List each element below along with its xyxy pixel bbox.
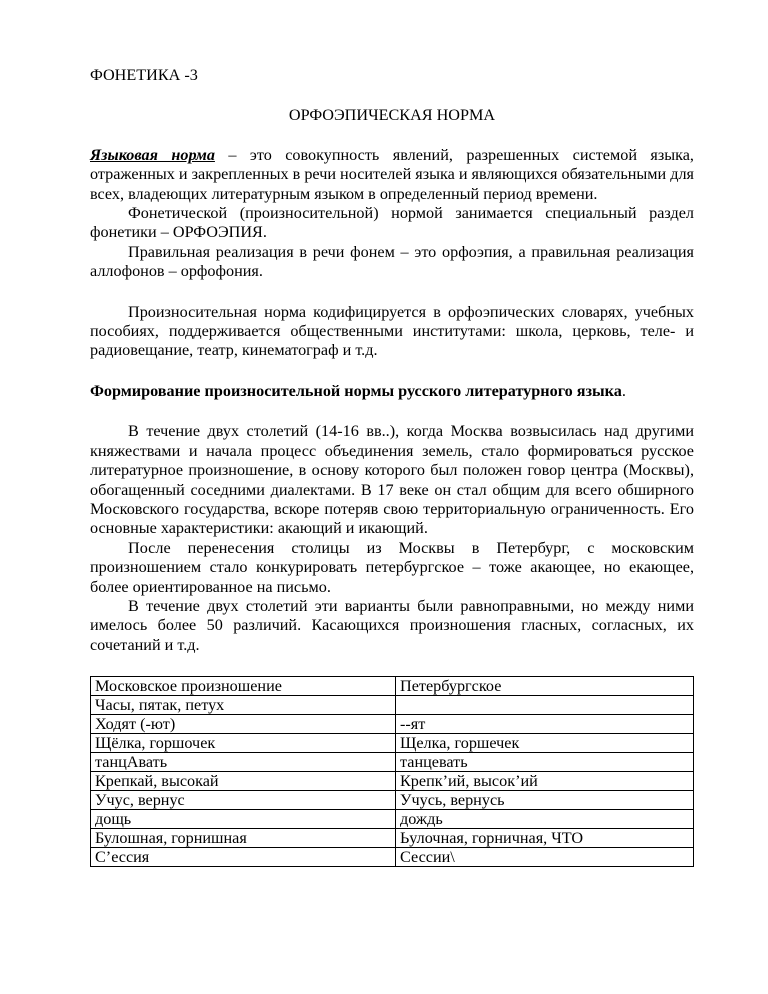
table-cell: танцевать xyxy=(396,753,694,772)
table-cell: Ходят (-ют) xyxy=(91,715,396,734)
table-row xyxy=(91,848,694,867)
history-paragraph: В течение двух столетий (14-16 вв..), когда Москва возвысилась над другими княжествами и начала процесс объединения земель, стало формироваться русское литературное произношение, в основу которого был положен говор центра (Москвы), обогащенный соседними диалектами. В 17 веке он стал общим для всего обширного Московского государства, вскоре потеряв свою территориальную ограниченность. Его основные характеристики: акающий и икающий. xyxy=(90,422,694,538)
table-cell: Щёлка, горшочек xyxy=(91,734,396,753)
table-row xyxy=(91,734,694,753)
table-cell: дощь xyxy=(91,810,396,829)
table-header-cell: Петербургское xyxy=(396,677,694,696)
table-cell xyxy=(396,696,694,715)
table-cell: Сессии\ xyxy=(396,848,694,867)
table-cell: Учус, вернус xyxy=(91,791,396,810)
document-header: ФОНЕТИКА -3 xyxy=(90,66,198,84)
section-heading-text: Формирование произносительной нормы русского литературного языка xyxy=(90,381,622,400)
section-heading xyxy=(90,382,694,401)
orthoepy-paragraph: Фонетической (произносительной) нормой занимается специальный раздел фонетики – ОРФОЭПИЯ. xyxy=(90,204,694,242)
variants-paragraph: В течение двух столетий эти варианты были равноправными, но между ними имелось более 50 различий. Касающихся произношения гласных, согласных, их сочетаний и т.д. xyxy=(90,596,694,654)
table-cell: --ят xyxy=(396,715,694,734)
table-header-cell: Московское произношение xyxy=(91,677,396,696)
table-row xyxy=(91,715,694,734)
table-cell: С’ессия xyxy=(91,848,396,867)
table-cell: Крепкай, высокай xyxy=(91,772,396,791)
table-cell: Булошная, горнишная xyxy=(91,829,396,848)
table-row xyxy=(91,696,694,715)
table-cell: Ьулочная, горничная, ЧТО xyxy=(396,829,694,848)
table-row xyxy=(91,772,694,791)
table-cell: Часы, пятак, петух xyxy=(91,696,396,715)
table-cell: Крепк’ий, высок’ий xyxy=(396,772,694,791)
definition-text: – это совокупность явлений, разрешенных системой языка, отраженных и закрепленных в речи носителей языка и являющихся обязательными для всех, владеющих литературным языком в определенный период времени. xyxy=(90,145,694,203)
table-cell: танцАвать xyxy=(91,753,396,772)
table-row xyxy=(91,753,694,772)
table-header-row xyxy=(91,677,694,696)
document-page xyxy=(90,66,694,867)
table-cell: Щелка, горшечек xyxy=(396,734,694,753)
table-cell: дождь xyxy=(396,810,694,829)
table-row xyxy=(91,791,694,810)
codification-paragraph: Произносительная норма кодифицируется в орфоэпических словарях, учебных пособиях, поддерживается общественными институтами: школа, церковь, теле- и радиовещание, театр, кинематограф и т.д. xyxy=(90,302,694,360)
definition-term: Языковая норма xyxy=(90,145,215,164)
definition-paragraph xyxy=(90,146,694,204)
petersburg-paragraph: После перенесения столицы из Москвы в Петербург, с московским произношением стало конкурировать петербургское – тоже акающее, но екающее, более ориентированное на письмо. xyxy=(90,538,694,596)
document-title: ОРФОЭПИЧЕСКАЯ НОРМА xyxy=(288,106,496,125)
section-heading-tail: . xyxy=(621,381,626,400)
table-row xyxy=(91,829,694,848)
table-row xyxy=(91,810,694,829)
table-cell: Учусь, вернусь xyxy=(396,791,694,810)
orthophony-paragraph: Правильная реализация в речи фонем – это орфоэпия, а правильная реализация аллофонов – орфофония. xyxy=(90,242,694,281)
pronunciation-table xyxy=(90,676,694,867)
